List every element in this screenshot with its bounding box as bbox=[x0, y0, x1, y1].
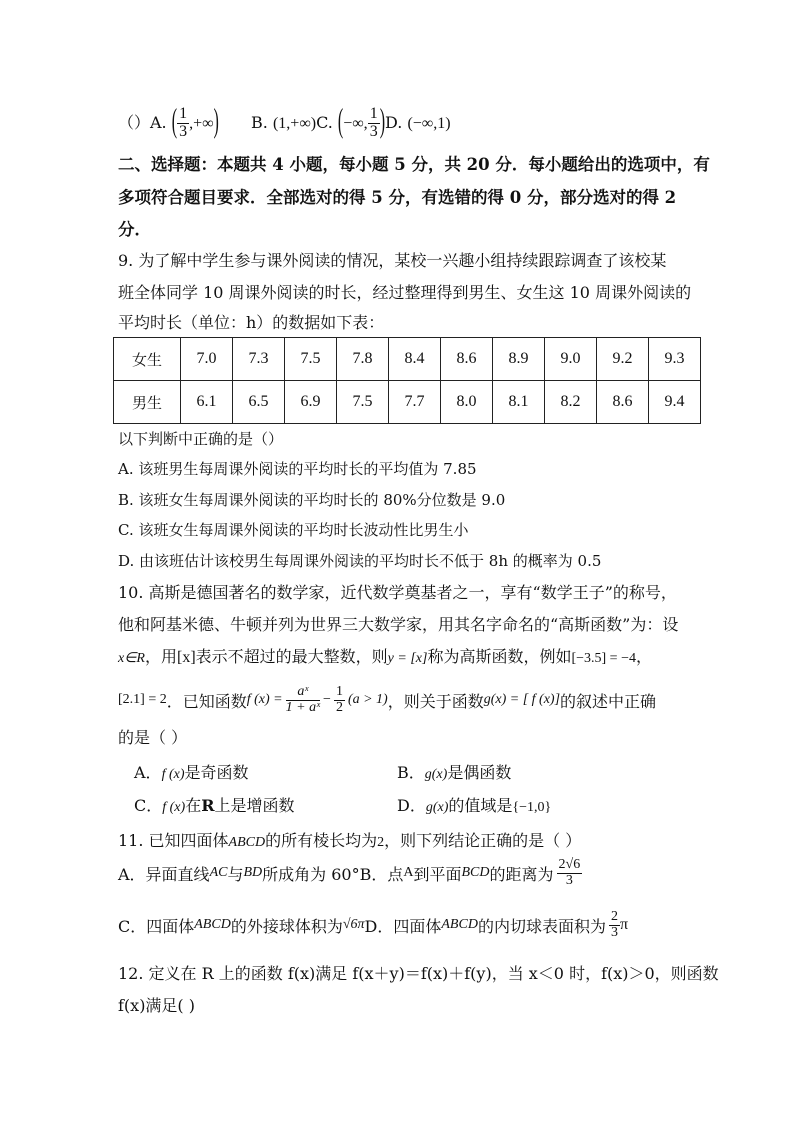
q11-line2 bbox=[118, 857, 582, 889]
row-label: 男生 bbox=[114, 381, 181, 424]
text: ，则下列结论正确的是（ ） bbox=[384, 831, 582, 850]
math: BD bbox=[243, 865, 263, 880]
text: 的所有棱长均为 bbox=[265, 831, 378, 850]
text: 表示不超过的最大整数，则 bbox=[195, 647, 388, 666]
table-cell: 7.5 bbox=[337, 381, 389, 424]
table-cell: 7.0 bbox=[181, 338, 233, 381]
section2-line1: 二、选择题：本题共 4 小题，每小题 5 分，共 20 分．每小题给出的选项中，有 bbox=[118, 155, 710, 174]
text: 的值域是 bbox=[448, 796, 513, 815]
math: A bbox=[403, 865, 414, 880]
q12-line2: f(x)满足( ) bbox=[118, 996, 196, 1015]
math-r: R bbox=[201, 796, 215, 815]
math: ABCD bbox=[194, 917, 231, 932]
text: 到平面 bbox=[413, 864, 462, 884]
table-cell: 8.6 bbox=[597, 381, 649, 424]
q10-line2: 他和阿基米德、牛顿并列为世界三大数学家，用其名字命名的“高斯函数”为：设 bbox=[118, 615, 679, 634]
math: g(x) bbox=[425, 800, 449, 815]
table-cell: 8.1 bbox=[493, 381, 545, 424]
math-floor-x: [x] bbox=[176, 649, 196, 666]
text: C．四面体 bbox=[118, 916, 195, 936]
table-cell: 9.3 bbox=[649, 338, 701, 381]
math: BCD bbox=[461, 865, 490, 880]
fraction-half bbox=[334, 685, 345, 715]
table-cell: 8.9 bbox=[493, 338, 545, 381]
math-g-def: g(x) = [ f (x)] bbox=[483, 692, 561, 707]
q10-option-b bbox=[397, 760, 511, 783]
open-paren: ( bbox=[337, 104, 344, 141]
text: ，则关于函数 bbox=[387, 691, 484, 711]
frac-den: 1 + aˣ bbox=[285, 699, 321, 715]
table-cell: 7.5 bbox=[285, 338, 337, 381]
text: 上是增函数 bbox=[214, 796, 295, 815]
q8-d-value: (−∞,1) bbox=[407, 114, 451, 132]
open-paren: ( bbox=[171, 104, 178, 141]
q9-option-c: C. 该班女生每周课外阅读的平均时长波动性比男生小 bbox=[118, 521, 469, 539]
math-condition: (a > 1) bbox=[347, 692, 388, 707]
q9-option-a: A. 该班男生每周课外阅读的平均时长的平均值为 7.85 bbox=[118, 460, 477, 478]
fraction-ax bbox=[286, 685, 320, 715]
q9-option-b: B. 该班女生每周课外阅读的平均时长的 80%分位数是 9.0 bbox=[118, 491, 506, 509]
math: g(x) bbox=[424, 767, 448, 782]
text: 11. 已知四面体 bbox=[118, 831, 229, 850]
math-example-2: [2.1] = 2 bbox=[118, 692, 167, 707]
q10-option-d bbox=[397, 793, 551, 816]
q8-a-den: 3 bbox=[179, 122, 188, 140]
table-cell: 8.0 bbox=[441, 381, 493, 424]
q10-line4 bbox=[118, 680, 656, 720]
table-cell: 9.2 bbox=[597, 338, 649, 381]
q9-line1: 9. 为了解中学生参与课外阅读的情况，某校一兴趣小组持续跟踪调查了该校某 bbox=[118, 251, 667, 270]
q8-c-num: 1 bbox=[369, 105, 378, 122]
text: 是奇函数 bbox=[184, 763, 249, 782]
math-y-eq: y = [x] bbox=[387, 651, 428, 666]
q8-c-den: 3 bbox=[369, 122, 378, 140]
fraction-area bbox=[609, 910, 620, 940]
q9-stem: 以下判断中正确的是（） bbox=[118, 430, 284, 448]
table-row-female bbox=[114, 338, 701, 381]
q8-a-rest: ,+∞ bbox=[189, 114, 214, 132]
text: 的内切球表面积为 bbox=[477, 916, 606, 936]
text: 的叙述中正确 bbox=[560, 691, 657, 711]
text: 所成角为 60°B．点 bbox=[262, 864, 404, 884]
frac-num: 2 bbox=[610, 908, 618, 924]
close-paren: ) bbox=[379, 104, 386, 141]
q9-line2: 班全体同学 10 周课外阅读的时长，经过整理得到男生、女生这 10 周课外阅读的 bbox=[118, 283, 692, 302]
table-cell: 8.6 bbox=[441, 338, 493, 381]
math: f (x) bbox=[162, 800, 186, 815]
q8-prefix: （）A. bbox=[118, 112, 167, 132]
text: 的外接球体积为 bbox=[230, 916, 343, 936]
q10-option-a bbox=[134, 760, 249, 783]
q10-line1: 10. 高斯是德国著名的数学家，近代数学奠基者之一，享有“数学王子”的称号， bbox=[118, 583, 677, 602]
text: ．已知函数 bbox=[166, 691, 247, 711]
frac-num: aˣ bbox=[286, 685, 320, 701]
q8-b-label: B. bbox=[251, 112, 268, 132]
q12-line1: 12. 定义在 R 上的函数 f(x)满足 f(x＋y)＝f(x)＋f(y)，当 x＜0 时，f(x)＞0，则函数 bbox=[118, 964, 719, 983]
text: ，用 bbox=[144, 647, 177, 666]
frac-num: 1 bbox=[335, 683, 343, 699]
table-cell: 6.5 bbox=[233, 381, 285, 424]
math: √6π bbox=[342, 917, 365, 932]
math: f (x) bbox=[161, 767, 185, 782]
table-row-male bbox=[114, 381, 701, 424]
option-label: D． bbox=[397, 796, 426, 815]
table-cell: 6.1 bbox=[181, 381, 233, 424]
option-label: B． bbox=[397, 763, 425, 782]
section2-line3: 分． bbox=[118, 220, 151, 239]
q9-option-d: D. 由该班估计该校男生每周课外阅读的平均时长不低于 8h 的概率为 0.5 bbox=[118, 552, 602, 570]
row-label: 女生 bbox=[114, 338, 181, 381]
frac-den: 3 bbox=[610, 924, 618, 940]
minus: − bbox=[323, 692, 331, 707]
math: ABCD bbox=[228, 835, 266, 850]
text: 的距离为 bbox=[489, 864, 554, 884]
table-cell: 9.4 bbox=[649, 381, 701, 424]
text: 与 bbox=[227, 864, 244, 884]
math: AC bbox=[209, 865, 228, 880]
table-cell: 8.2 bbox=[545, 381, 597, 424]
q8-c-pre: −∞, bbox=[343, 114, 368, 132]
q10-line3 bbox=[118, 644, 652, 667]
table-cell: 7.8 bbox=[337, 338, 389, 381]
q10-line5: 的是（ ） bbox=[118, 728, 188, 747]
q8-d-label: D. bbox=[385, 112, 403, 132]
table-cell: 8.4 bbox=[389, 338, 441, 381]
q11-line3 bbox=[118, 909, 628, 941]
math-x-in-r: x∈R bbox=[118, 651, 145, 666]
q8-a-num: 1 bbox=[179, 105, 188, 122]
math-pi: π bbox=[619, 916, 629, 933]
math: 2 bbox=[377, 835, 385, 850]
text: 是偶函数 bbox=[447, 763, 512, 782]
close-paren: ) bbox=[213, 104, 219, 141]
table-cell: 9.0 bbox=[545, 338, 597, 381]
frac-den: 3 bbox=[565, 872, 573, 888]
q10-option-c bbox=[134, 793, 295, 816]
text: 称为高斯函数，例如 bbox=[427, 647, 572, 666]
table-cell: 7.7 bbox=[389, 381, 441, 424]
q8-c-fraction bbox=[368, 106, 380, 141]
q9-line3: 平均时长（单位：h）的数据如下表： bbox=[118, 313, 385, 332]
q8-a-fraction bbox=[177, 106, 189, 141]
q8-b-value: (1,+∞) bbox=[272, 114, 317, 132]
frac-den: 2 bbox=[335, 699, 343, 715]
option-label: A． bbox=[134, 763, 162, 782]
table-cell: 6.9 bbox=[285, 381, 337, 424]
text: A．异面直线 bbox=[118, 864, 210, 884]
math: ABCD bbox=[441, 917, 478, 932]
q11-line1 bbox=[118, 828, 581, 851]
math-example: [−3.5] = −4 bbox=[571, 651, 636, 666]
option-label: C． bbox=[134, 796, 163, 815]
q8-options-line bbox=[118, 104, 451, 141]
fraction-distance bbox=[557, 858, 583, 888]
reading-time-table bbox=[113, 337, 701, 424]
frac-num: 2√6 bbox=[558, 856, 581, 872]
text: 在 bbox=[185, 796, 202, 815]
section2-line2: 多项符合题目要求．全部选对的得 5 分，有选错的得 0 分，部分选对的得 2 bbox=[118, 188, 677, 207]
text: D．四面体 bbox=[364, 916, 442, 936]
text: ， bbox=[635, 647, 652, 666]
table-cell: 7.3 bbox=[233, 338, 285, 381]
math: {−1,0} bbox=[512, 800, 552, 815]
math-f-def: f (x) = bbox=[246, 692, 283, 707]
q8-c-label: C. bbox=[316, 112, 333, 132]
